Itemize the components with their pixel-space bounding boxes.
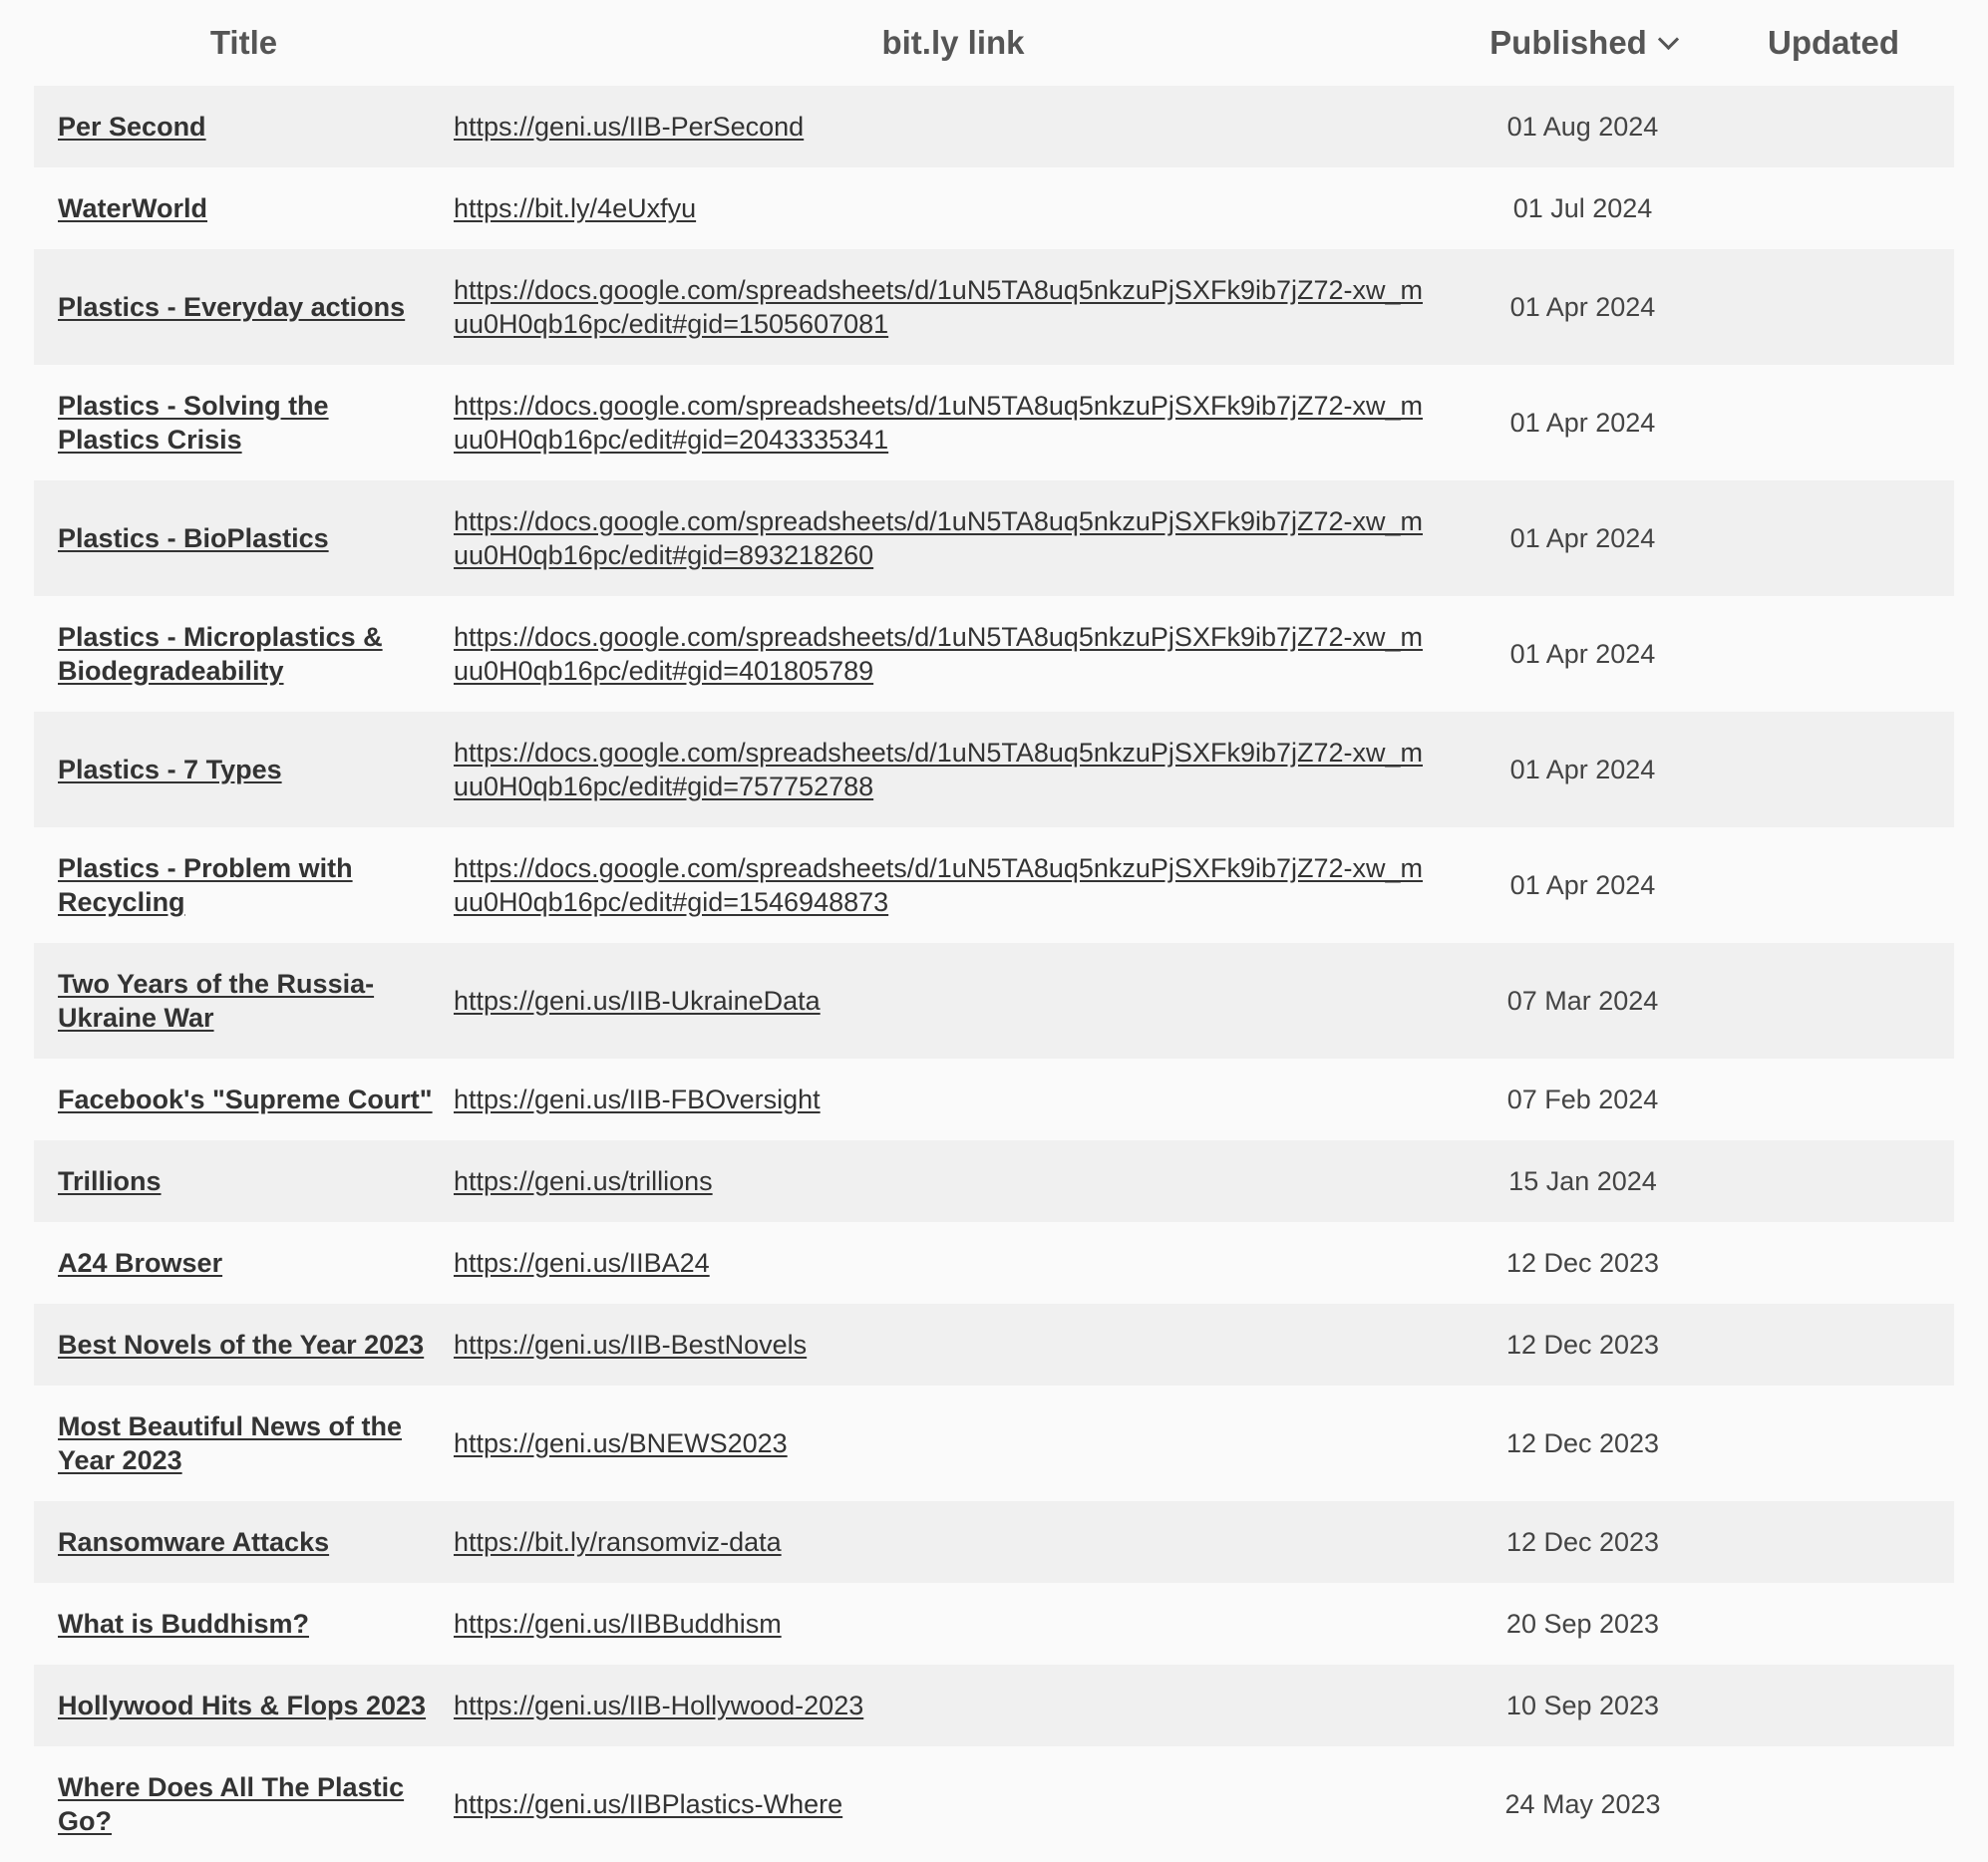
column-header-link-label: bit.ly link bbox=[881, 24, 1025, 61]
cell-title bbox=[34, 1164, 454, 1198]
cell-link bbox=[454, 1689, 1453, 1722]
cell-published-date: 07 Mar 2024 bbox=[1506, 986, 1659, 1016]
url-link[interactable]: https://bit.ly/ransomviz-data bbox=[454, 1527, 782, 1557]
table-row bbox=[34, 1665, 1954, 1746]
cell-link bbox=[454, 1246, 1453, 1280]
cell-title bbox=[34, 191, 454, 225]
cell-title bbox=[34, 521, 454, 555]
url-link[interactable]: https://geni.us/IIBBuddhism bbox=[454, 1609, 782, 1639]
table-row bbox=[34, 365, 1954, 480]
cell-link bbox=[454, 504, 1453, 572]
title-link[interactable]: A24 Browser bbox=[58, 1248, 223, 1278]
cell-published-date: 01 Apr 2024 bbox=[1509, 639, 1656, 669]
table-row bbox=[34, 943, 1954, 1059]
url-link[interactable]: https://geni.us/IIB-UkraineData bbox=[454, 986, 821, 1016]
title-link[interactable]: Plastics - BioPlastics bbox=[58, 523, 329, 553]
title-link[interactable]: Two Years of the Russia-Ukraine War bbox=[58, 969, 375, 1033]
cell-published-date: 01 Apr 2024 bbox=[1509, 523, 1656, 553]
column-header-title-label: Title bbox=[209, 24, 278, 61]
cell-title bbox=[34, 753, 454, 786]
title-link[interactable]: Best Novels of the Year 2023 bbox=[58, 1330, 425, 1360]
table-row bbox=[34, 1386, 1954, 1501]
cell-title bbox=[34, 389, 454, 457]
title-link[interactable]: Plastics - 7 Types bbox=[58, 755, 282, 784]
cell-link bbox=[454, 1426, 1453, 1460]
title-link[interactable]: Hollywood Hits & Flops 2023 bbox=[58, 1691, 427, 1720]
table-row bbox=[34, 1501, 1954, 1583]
cell-published-date: 12 Dec 2023 bbox=[1505, 1428, 1660, 1458]
title-link[interactable]: Ransomware Attacks bbox=[58, 1527, 330, 1557]
cell-published-date: 01 Aug 2024 bbox=[1506, 112, 1659, 142]
cell-title bbox=[34, 967, 454, 1035]
table-row bbox=[34, 1583, 1954, 1665]
column-header-updated-label: Updated bbox=[1768, 24, 1899, 61]
column-header-link[interactable] bbox=[454, 24, 1453, 62]
cell-link bbox=[454, 1164, 1453, 1198]
table-row bbox=[34, 1222, 1954, 1304]
cell-published-date: 12 Dec 2023 bbox=[1505, 1330, 1660, 1360]
cell-link bbox=[454, 191, 1453, 225]
cell-link bbox=[454, 984, 1453, 1018]
title-link[interactable]: Trillions bbox=[58, 1166, 162, 1196]
cell-published-date: 24 May 2023 bbox=[1504, 1789, 1661, 1819]
table-row bbox=[34, 1140, 1954, 1222]
data-table bbox=[34, 0, 1954, 1862]
cell-title bbox=[34, 620, 454, 688]
cell-title bbox=[34, 1083, 454, 1116]
title-link[interactable]: WaterWorld bbox=[58, 193, 208, 223]
cell-title bbox=[34, 1409, 454, 1477]
table-row bbox=[34, 1746, 1954, 1862]
cell-published-date: 12 Dec 2023 bbox=[1505, 1248, 1660, 1278]
url-link[interactable]: https://geni.us/IIB-PerSecond bbox=[454, 112, 805, 142]
cell-link bbox=[454, 273, 1453, 341]
cell-title bbox=[34, 110, 454, 144]
url-link[interactable]: https://docs.google.com/spreadsheets/d/1uN5TA8uq5nkzuPjSXFk9ib7jZ72-xw_muu0H0qb16pc/edit#gid=401805789 bbox=[454, 622, 1424, 686]
cell-link bbox=[454, 1525, 1453, 1559]
cell-link bbox=[454, 110, 1453, 144]
cell-title bbox=[34, 1246, 454, 1280]
table-row bbox=[34, 827, 1954, 943]
column-header-published[interactable] bbox=[1453, 24, 1713, 62]
cell-published-date: 10 Sep 2023 bbox=[1505, 1691, 1660, 1720]
cell-link bbox=[454, 851, 1453, 919]
table-header bbox=[34, 0, 1954, 86]
cell-published-date: 01 Jul 2024 bbox=[1512, 193, 1653, 223]
column-header-updated[interactable] bbox=[1713, 24, 1954, 62]
cell-link bbox=[454, 1083, 1453, 1116]
url-link[interactable]: https://geni.us/IIB-BestNovels bbox=[454, 1330, 808, 1360]
url-link[interactable]: https://docs.google.com/spreadsheets/d/1uN5TA8uq5nkzuPjSXFk9ib7jZ72-xw_muu0H0qb16pc/edit#gid=757752788 bbox=[454, 738, 1424, 801]
title-link[interactable]: Plastics - Everyday actions bbox=[58, 292, 406, 322]
url-link[interactable]: https://geni.us/BNEWS2023 bbox=[454, 1428, 788, 1458]
url-link[interactable]: https://geni.us/trillions bbox=[454, 1166, 713, 1196]
cell-link bbox=[454, 1787, 1453, 1821]
title-link[interactable]: Per Second bbox=[58, 112, 206, 142]
cell-published-date: 12 Dec 2023 bbox=[1505, 1527, 1660, 1557]
cell-published-date: 01 Apr 2024 bbox=[1509, 292, 1656, 322]
column-header-published-label: Published bbox=[1490, 24, 1647, 61]
title-link[interactable]: Most Beautiful News of the Year 2023 bbox=[58, 1411, 403, 1475]
cell-published-date: 01 Apr 2024 bbox=[1509, 408, 1656, 438]
url-link[interactable]: https://docs.google.com/spreadsheets/d/1uN5TA8uq5nkzuPjSXFk9ib7jZ72-xw_muu0H0qb16pc/edit#gid=1546948873 bbox=[454, 853, 1424, 917]
cell-title bbox=[34, 290, 454, 324]
cell-published-date: 07 Feb 2024 bbox=[1506, 1085, 1659, 1114]
cell-link bbox=[454, 620, 1453, 688]
cell-title bbox=[34, 851, 454, 919]
url-link[interactable]: https://geni.us/IIBA24 bbox=[454, 1248, 710, 1278]
url-link[interactable]: https://bit.ly/4eUxfyu bbox=[454, 193, 697, 223]
title-link[interactable]: Plastics - Problem with Recycling bbox=[58, 853, 353, 917]
table-row bbox=[34, 86, 1954, 167]
table-row bbox=[34, 167, 1954, 249]
cell-published-date: 15 Jan 2024 bbox=[1508, 1166, 1657, 1196]
table-row bbox=[34, 1059, 1954, 1140]
cell-title bbox=[34, 1689, 454, 1722]
cell-published-date: 20 Sep 2023 bbox=[1505, 1609, 1660, 1639]
table-row bbox=[34, 480, 1954, 596]
url-link[interactable]: https://docs.google.com/spreadsheets/d/1uN5TA8uq5nkzuPjSXFk9ib7jZ72-xw_muu0H0qb16pc/edit#gid=2043335341 bbox=[454, 391, 1424, 455]
url-link[interactable]: https://geni.us/IIB-Hollywood-2023 bbox=[454, 1691, 864, 1720]
cell-published-date: 01 Apr 2024 bbox=[1509, 755, 1656, 784]
cell-link bbox=[454, 736, 1453, 803]
title-link[interactable]: Where Does All The Plastic Go? bbox=[58, 1772, 405, 1836]
table-row bbox=[34, 712, 1954, 827]
title-link[interactable]: Plastics - Solving the Plastics Crisis bbox=[58, 391, 329, 455]
url-link[interactable]: https://docs.google.com/spreadsheets/d/1uN5TA8uq5nkzuPjSXFk9ib7jZ72-xw_muu0H0qb16pc/edit#gid=1505607081 bbox=[454, 275, 1424, 339]
url-link[interactable]: https://docs.google.com/spreadsheets/d/1uN5TA8uq5nkzuPjSXFk9ib7jZ72-xw_muu0H0qb16pc/edit#gid=893218260 bbox=[454, 506, 1424, 570]
table-body bbox=[34, 86, 1954, 1862]
cell-link bbox=[454, 389, 1453, 457]
cell-link bbox=[454, 1607, 1453, 1641]
cell-published-date: 01 Apr 2024 bbox=[1509, 870, 1656, 900]
cell-title bbox=[34, 1525, 454, 1559]
title-link[interactable]: What is Buddhism? bbox=[58, 1609, 309, 1639]
title-link[interactable]: Plastics - Microplastics & Biodegradeability bbox=[58, 622, 383, 686]
cell-title bbox=[34, 1770, 454, 1838]
title-link[interactable]: Facebook's "Supreme Court" bbox=[58, 1085, 433, 1114]
table-row bbox=[34, 249, 1954, 365]
cell-title bbox=[34, 1328, 454, 1362]
url-link[interactable]: https://geni.us/IIBPlastics-Where bbox=[454, 1789, 843, 1819]
chevron-down-icon[interactable] bbox=[1658, 28, 1679, 49]
table-row bbox=[34, 596, 1954, 712]
cell-title bbox=[34, 1607, 454, 1641]
column-header-title[interactable] bbox=[34, 24, 454, 62]
cell-link bbox=[454, 1328, 1453, 1362]
url-link[interactable]: https://geni.us/IIB-FBOversight bbox=[454, 1085, 821, 1114]
table-row bbox=[34, 1304, 1954, 1386]
